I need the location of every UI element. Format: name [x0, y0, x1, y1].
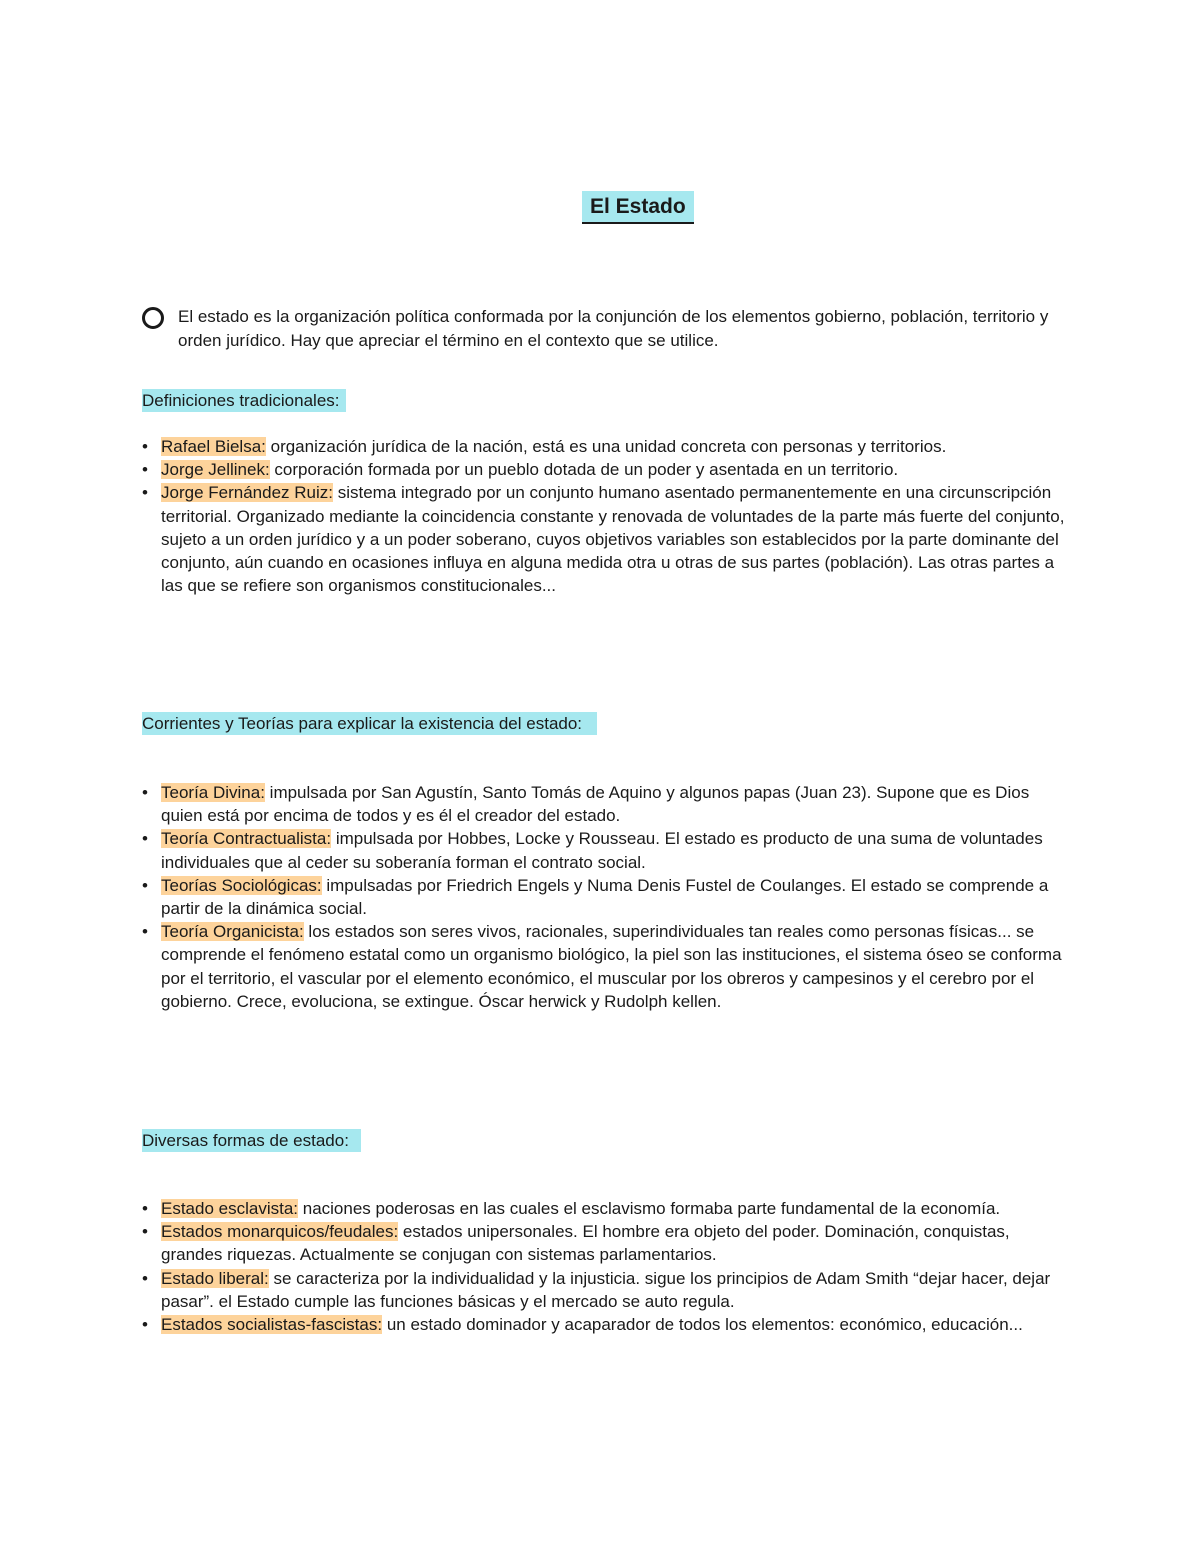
definitions-list	[142, 435, 1067, 597]
list-item-text: corporación formada por un pueblo dotada de un poder y asentada en un territorio.	[269, 460, 899, 480]
list-item-text: impulsadas por Friedrich Engels y Numa Denis Fustel de Coulanges. El estado se comprende a partir de la dinámica social.	[161, 875, 1049, 919]
bullet-icon: •	[142, 437, 148, 456]
list-item	[142, 435, 1067, 458]
list-item-text: impulsada por San Agustín, Santo Tomás de Aquino y algunos papas (Juan 23). Supone que es Dios quien está por encima de todos y es él el creador del estado.	[161, 783, 1030, 826]
list-item	[142, 1220, 1067, 1266]
bullet-icon: •	[142, 783, 148, 802]
section-heading-definiciones: Definiciones tradicionales:	[142, 389, 346, 412]
bullet-icon: •	[142, 1268, 148, 1288]
list-item-term: Jorge Jellinek:	[161, 460, 270, 480]
list-item-term: Teoría Contractualista:	[161, 829, 332, 849]
list-item	[142, 920, 1067, 1013]
list-item-term: Rafael Bielsa:	[161, 437, 266, 456]
page-title: El Estado	[582, 191, 694, 224]
list-item-text: organización jurídica de la nación, está es una unidad concreta con personas y territorios.	[265, 437, 947, 456]
intro-paragraph	[142, 305, 1062, 352]
bullet-icon: •	[142, 1315, 148, 1335]
bullet-icon: •	[142, 875, 148, 895]
forms-list	[142, 1197, 1067, 1336]
list-item-term: Teorías Sociológicas:	[161, 875, 322, 895]
list-item	[142, 1267, 1067, 1313]
list-item-term: Jorge Fernández Ruiz:	[161, 483, 333, 503]
list-item-term: Estados monarquicos/feudales:	[161, 1222, 399, 1242]
circle-bullet-icon	[142, 307, 164, 329]
list-item-text: sistema integrado por un conjunto humano asentado permanentemente en una circunscripción territorial. Organizado mediante la coincidencia constante y renovada de voluntades de la parte más fuerte del conjunto, sujeto a un orden jurídico y a un poder soberano, cuyos objetivos variables son establecidos por la parte dominante del conjunto, aún cuando en ocasiones influya en alguna medida otra u otras de sus partes (población). Las otras partes a las que se refiere son organismos constitucionales...	[161, 483, 1065, 596]
bullet-icon: •	[142, 1222, 148, 1242]
list-item	[142, 827, 1067, 873]
list-item	[142, 1313, 1067, 1336]
list-item-text: estados unipersonales. El hombre era objeto del poder. Dominación, conquistas, grandes riquezas. Actualmente se conjugan con sistemas parlamentarios.	[161, 1222, 1010, 1265]
list-item-text: impulsada por Hobbes, Locke y Rousseau. El estado es producto de una suma de voluntades individuales que al ceder su soberanía forman el contrato social.	[161, 829, 1043, 872]
bullet-icon: •	[142, 460, 148, 480]
bullet-icon: •	[142, 483, 148, 503]
bullet-icon: •	[142, 1199, 148, 1218]
list-item	[142, 458, 1067, 481]
list-item-term: Estado liberal:	[161, 1268, 269, 1288]
section-heading-corrientes: Corrientes y Teorías para explicar la existencia del estado:	[142, 712, 597, 735]
list-item	[142, 1197, 1067, 1220]
section-heading-formas: Diversas formas de estado:	[142, 1129, 361, 1152]
bullet-icon: •	[142, 922, 148, 942]
list-item-term: Estado esclavista:	[161, 1199, 299, 1218]
list-item-term: Estados socialistas-fascistas:	[161, 1315, 383, 1335]
list-item	[142, 874, 1067, 920]
bullet-icon: •	[142, 829, 148, 849]
list-item	[142, 781, 1067, 827]
list-item	[142, 481, 1067, 597]
theories-list	[142, 781, 1067, 1013]
list-item-text: un estado dominador y acaparador de todos los elementos: económico, educación...	[382, 1315, 1023, 1335]
list-item-term: Teoría Organicista:	[161, 922, 304, 942]
list-item-text: se caracteriza por la individualidad y la injusticia. sigue los principios de Adam Smith “dejar hacer, dejar pasar”. el Estado cumple las funciones básicas y el mercado se auto regula.	[161, 1268, 1051, 1311]
list-item-term: Teoría Divina:	[161, 783, 265, 802]
list-item-text: naciones poderosas en las cuales el esclavismo formaba parte fundamental de la economía.	[298, 1199, 1001, 1218]
intro-text: El estado es la organización política conformada por la conjunción de los elementos gobierno, población, territorio y orden jurídico. Hay que apreciar el término en el contexto que se utilice.	[178, 307, 1049, 350]
list-item-text: los estados son seres vivos, racionales, superindividuales tan reales como personas físicas... se comprende el fenómeno estatal como un organismo biológico, la piel son las instituciones, el sistema óseo se conforma por el territorio, el vascular por el elemento económico, el muscular por los obreros y campesinos y el cerebro por el gobierno. Crece, evoluciona, se extingue. Óscar herwick y Rudolph kellen.	[161, 922, 1062, 1011]
